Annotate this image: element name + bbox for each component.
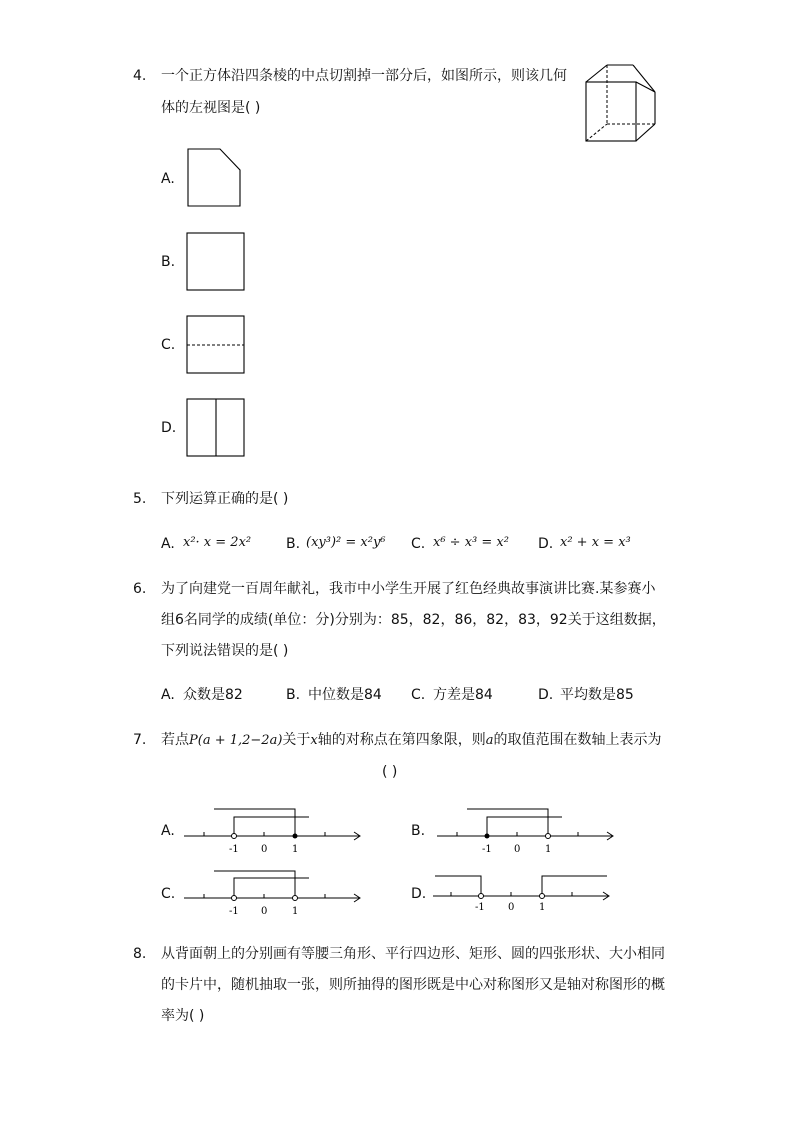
q7-option-b-numberline bbox=[437, 806, 617, 856]
q6-text-line2: 组6名同学的成绩(单位：分)分别为：85，82，86，82，83，92关于这组数据， bbox=[161, 612, 666, 628]
tick-neg1: -1 bbox=[229, 844, 239, 855]
q7-option-b-label: B. bbox=[411, 823, 426, 839]
q7-option-c-label: C. bbox=[161, 886, 176, 902]
q6-option-b-label: B. bbox=[286, 687, 301, 703]
q6-option-c-label: C. bbox=[411, 687, 426, 703]
q6-option-a-text: 众数是82 bbox=[183, 687, 243, 703]
q6-text-line3: 下列说法错误的是( ) bbox=[161, 643, 289, 659]
q8-text-line2: 的卡片中，随机抽取一张，则所抽得的图形既是中心对称图形又是轴对称图形的概 bbox=[161, 977, 665, 993]
tick-1: 1 bbox=[292, 844, 299, 855]
q6-option-b-text: 中位数是84 bbox=[308, 687, 382, 703]
q4-option-d-figure bbox=[186, 398, 246, 458]
q6-option-d-text: 平均数是85 bbox=[560, 687, 634, 703]
q4-option-a-figure bbox=[187, 148, 243, 208]
svg-text:1: 1 bbox=[539, 902, 546, 913]
q6-option-a-label: A. bbox=[161, 687, 175, 703]
q7-option-a-numberline bbox=[184, 806, 364, 856]
svg-text:1: 1 bbox=[292, 906, 299, 917]
svg-text:0: 0 bbox=[514, 844, 521, 855]
q5-option-a-label: A. bbox=[161, 536, 175, 552]
svg-text:-1: -1 bbox=[229, 906, 239, 917]
q4-option-c-figure bbox=[186, 315, 246, 375]
q5-option-a-expr: x²· x = 2x² bbox=[183, 535, 252, 550]
q5-option-c-expr: x⁶ ÷ x³ = x² bbox=[433, 535, 509, 550]
q7-number: 7. bbox=[133, 732, 147, 748]
q7-option-c-numberline bbox=[184, 868, 364, 918]
q8-text-line3: 率为( ) bbox=[161, 1008, 205, 1024]
q6-text-line1: 为了向建党一百周年献礼，我市中小学生开展了红色经典故事演讲比赛.某参赛小 bbox=[161, 581, 656, 597]
q5-option-d-label: D. bbox=[538, 536, 554, 552]
q6-option-d-label: D. bbox=[538, 687, 554, 703]
q8-text-line1: 从背面朝上的分别画有等腰三角形、平行四边形、矩形、圆的四张形状、大小相同 bbox=[161, 946, 665, 962]
q6-option-c-text: 方差是84 bbox=[433, 687, 493, 703]
svg-text:1: 1 bbox=[545, 844, 552, 855]
q4-option-d-label: D. bbox=[161, 420, 177, 436]
q4-option-b-figure bbox=[186, 232, 246, 292]
q7-option-d-label: D. bbox=[411, 886, 427, 902]
q4-option-b-label: B. bbox=[161, 254, 176, 270]
q4-option-a-label: A. bbox=[161, 171, 175, 187]
q5-text: 下列运算正确的是( ) bbox=[161, 491, 289, 507]
q7-answer-paren: ( ) bbox=[382, 764, 398, 780]
q5-option-b-expr: (xy³)² = x²y⁶ bbox=[306, 535, 386, 550]
q4-text-line2: 体的左视图是( ) bbox=[161, 100, 261, 116]
q8-number: 8. bbox=[133, 946, 147, 962]
svg-text:-1: -1 bbox=[482, 844, 492, 855]
tick-0: 0 bbox=[261, 844, 268, 855]
q5-option-d-expr: x² + x = x³ bbox=[560, 535, 631, 550]
q5-number: 5. bbox=[133, 491, 147, 507]
q7-option-a-label: A. bbox=[161, 823, 175, 839]
q5-option-c-label: C. bbox=[411, 536, 426, 552]
q5-option-b-label: B. bbox=[286, 536, 301, 552]
svg-text:0: 0 bbox=[508, 902, 515, 913]
q4-number: 4. bbox=[133, 68, 147, 84]
q4-solid-figure bbox=[585, 62, 665, 144]
q7-text: 若点P(a + 1,2−2a)关于x轴的对称点在第四象限，则a的取值范围在数轴上表示为 bbox=[161, 732, 662, 748]
q4-text-line1: 一个正方体沿四条棱的中点切割掉一部分后，如图所示，则该几何 bbox=[161, 68, 567, 84]
svg-text:0: 0 bbox=[261, 906, 268, 917]
q7-option-d-numberline bbox=[433, 866, 613, 916]
q4-option-c-label: C. bbox=[161, 337, 176, 353]
svg-text:-1: -1 bbox=[475, 902, 485, 913]
q6-number: 6. bbox=[133, 581, 147, 597]
